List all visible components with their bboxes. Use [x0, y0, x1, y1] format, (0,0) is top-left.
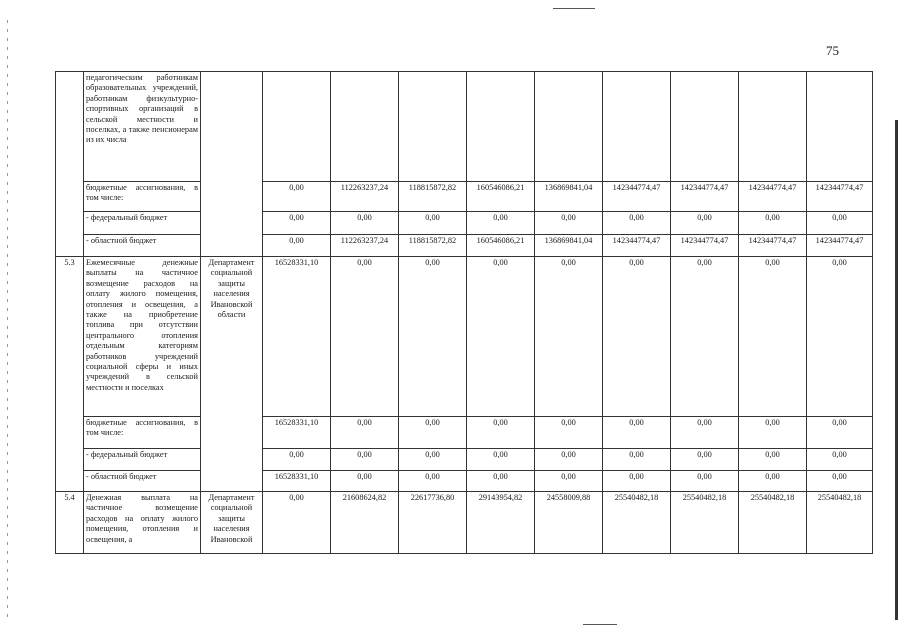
row-name: педагогическим работникам образовательных учреждений, работникам физкультурно-спортивных организаций в сельской местности и поселках, а также пенсионерам из их числа	[84, 72, 201, 182]
row-index: 5.4	[56, 492, 84, 554]
value-cell: 0,00	[399, 449, 467, 471]
value-cell: 0,00	[535, 257, 603, 417]
value-cell: 142344774,47	[807, 182, 873, 212]
row-index	[56, 182, 84, 212]
binding-margin	[7, 20, 8, 620]
row-executor	[201, 417, 263, 449]
table-row	[56, 492, 873, 554]
value-cell	[263, 72, 331, 182]
page-number: 75	[826, 43, 839, 58]
value-cell: 0,00	[535, 212, 603, 235]
value-cell: 0,00	[331, 257, 399, 417]
value-cell: 0,00	[807, 212, 873, 235]
value-cell: 0,00	[399, 212, 467, 235]
value-cell: 0,00	[467, 257, 535, 417]
value-cell	[671, 72, 739, 182]
value-cell: 0,00	[671, 471, 739, 492]
table-row	[56, 235, 873, 257]
row-index	[56, 235, 84, 257]
value-cell: 16528331,10	[263, 257, 331, 417]
row-index: 5.3	[56, 257, 84, 417]
value-cell: 0,00	[671, 417, 739, 449]
row-index	[56, 449, 84, 471]
value-cell: 112263237,24	[331, 182, 399, 212]
value-cell: 0,00	[603, 212, 671, 235]
value-cell: 136869841,04	[535, 182, 603, 212]
value-cell: 0,00	[671, 257, 739, 417]
row-name: - федеральный бюджет	[84, 212, 201, 235]
value-cell: 0,00	[331, 471, 399, 492]
value-cell: 0,00	[671, 449, 739, 471]
value-cell: 25540482,18	[671, 492, 739, 554]
value-cell	[739, 72, 807, 182]
value-cell	[467, 72, 535, 182]
value-cell: 0,00	[331, 449, 399, 471]
value-cell	[807, 72, 873, 182]
value-cell: 0,00	[671, 212, 739, 235]
value-cell: 142344774,47	[603, 182, 671, 212]
value-cell: 0,00	[399, 257, 467, 417]
value-cell: 0,00	[807, 471, 873, 492]
value-cell: 0,00	[263, 235, 331, 257]
row-index	[56, 72, 84, 182]
value-cell: 142344774,47	[807, 235, 873, 257]
row-executor	[201, 182, 263, 212]
value-cell: 22617736,80	[399, 492, 467, 554]
value-cell: 160546086,21	[467, 182, 535, 212]
value-cell: 25540482,18	[807, 492, 873, 554]
budget-table	[55, 71, 873, 554]
value-cell	[399, 72, 467, 182]
table-row	[56, 182, 873, 212]
value-cell: 118815872,82	[399, 182, 467, 212]
value-cell: 0,00	[535, 449, 603, 471]
value-cell: 0,00	[535, 471, 603, 492]
value-cell	[535, 72, 603, 182]
value-cell: 0,00	[467, 417, 535, 449]
value-cell: 136869841,04	[535, 235, 603, 257]
row-index	[56, 212, 84, 235]
row-name: Ежемесячные денежные выплаты на частичное возмещение расходов на оплату жилого помещения, отопления и освещения, а также на приобретение топлива при отсутствии центрального отопления отдельным категориям работников учреждений социальной сферы и иных учреждений в сельской местности и поселках	[84, 257, 201, 417]
value-cell: 142344774,47	[671, 182, 739, 212]
row-executor	[201, 72, 263, 182]
value-cell: 21608624,82	[331, 492, 399, 554]
value-cell	[331, 72, 399, 182]
value-cell: 0,00	[739, 471, 807, 492]
value-cell: 142344774,47	[739, 235, 807, 257]
value-cell: 24558009,88	[535, 492, 603, 554]
value-cell: 0,00	[603, 257, 671, 417]
value-cell: 142344774,47	[671, 235, 739, 257]
value-cell	[603, 72, 671, 182]
value-cell: 0,00	[807, 257, 873, 417]
value-cell: 0,00	[399, 417, 467, 449]
table-row	[56, 257, 873, 417]
value-cell: 16528331,10	[263, 471, 331, 492]
value-cell: 0,00	[739, 212, 807, 235]
value-cell: 0,00	[263, 182, 331, 212]
row-index	[56, 471, 84, 492]
value-cell: 0,00	[739, 449, 807, 471]
top-rule	[553, 8, 595, 9]
row-name: Денежная выплата на частичное возмещение расходов на оплату жилого помещения, отопления и освещения, а	[84, 492, 201, 554]
value-cell: 0,00	[739, 257, 807, 417]
value-cell: 0,00	[603, 471, 671, 492]
value-cell: 142344774,47	[739, 182, 807, 212]
value-cell: 0,00	[467, 212, 535, 235]
row-executor	[201, 235, 263, 257]
value-cell: 0,00	[263, 212, 331, 235]
value-cell: 16528331,10	[263, 417, 331, 449]
value-cell: 0,00	[331, 212, 399, 235]
value-cell: 0,00	[263, 492, 331, 554]
value-cell: 0,00	[467, 471, 535, 492]
row-executor	[201, 449, 263, 471]
value-cell: 25540482,18	[603, 492, 671, 554]
value-cell: 0,00	[603, 417, 671, 449]
value-cell: 118815872,82	[399, 235, 467, 257]
value-cell: 0,00	[263, 449, 331, 471]
row-name: бюджетные ассигнования, в том числе:	[84, 182, 201, 212]
value-cell: 0,00	[399, 471, 467, 492]
value-cell: 112263237,24	[331, 235, 399, 257]
value-cell: 160546086,21	[467, 235, 535, 257]
bottom-rule	[583, 624, 617, 625]
table-row	[56, 212, 873, 235]
row-name: - областной бюджет	[84, 235, 201, 257]
row-executor	[201, 212, 263, 235]
scan-edge	[895, 120, 898, 620]
value-cell: 29143954,82	[467, 492, 535, 554]
row-name: - областной бюджет	[84, 471, 201, 492]
value-cell: 0,00	[739, 417, 807, 449]
value-cell: 0,00	[603, 449, 671, 471]
row-executor: Департамент социальной защиты населения Ивановской	[201, 492, 263, 554]
value-cell: 0,00	[807, 417, 873, 449]
value-cell: 25540482,18	[739, 492, 807, 554]
row-name: бюджетные ассигнования, в том числе:	[84, 417, 201, 449]
value-cell: 0,00	[331, 417, 399, 449]
row-name: - федеральный бюджет	[84, 449, 201, 471]
value-cell: 0,00	[807, 449, 873, 471]
table-row	[56, 417, 873, 449]
row-executor	[201, 471, 263, 492]
value-cell: 0,00	[467, 449, 535, 471]
table-row	[56, 72, 873, 182]
row-index	[56, 417, 84, 449]
value-cell: 142344774,47	[603, 235, 671, 257]
table-row	[56, 471, 873, 492]
row-executor: Департамент социальной защиты населения Ивановской области	[201, 257, 263, 417]
value-cell: 0,00	[535, 417, 603, 449]
table-row	[56, 449, 873, 471]
